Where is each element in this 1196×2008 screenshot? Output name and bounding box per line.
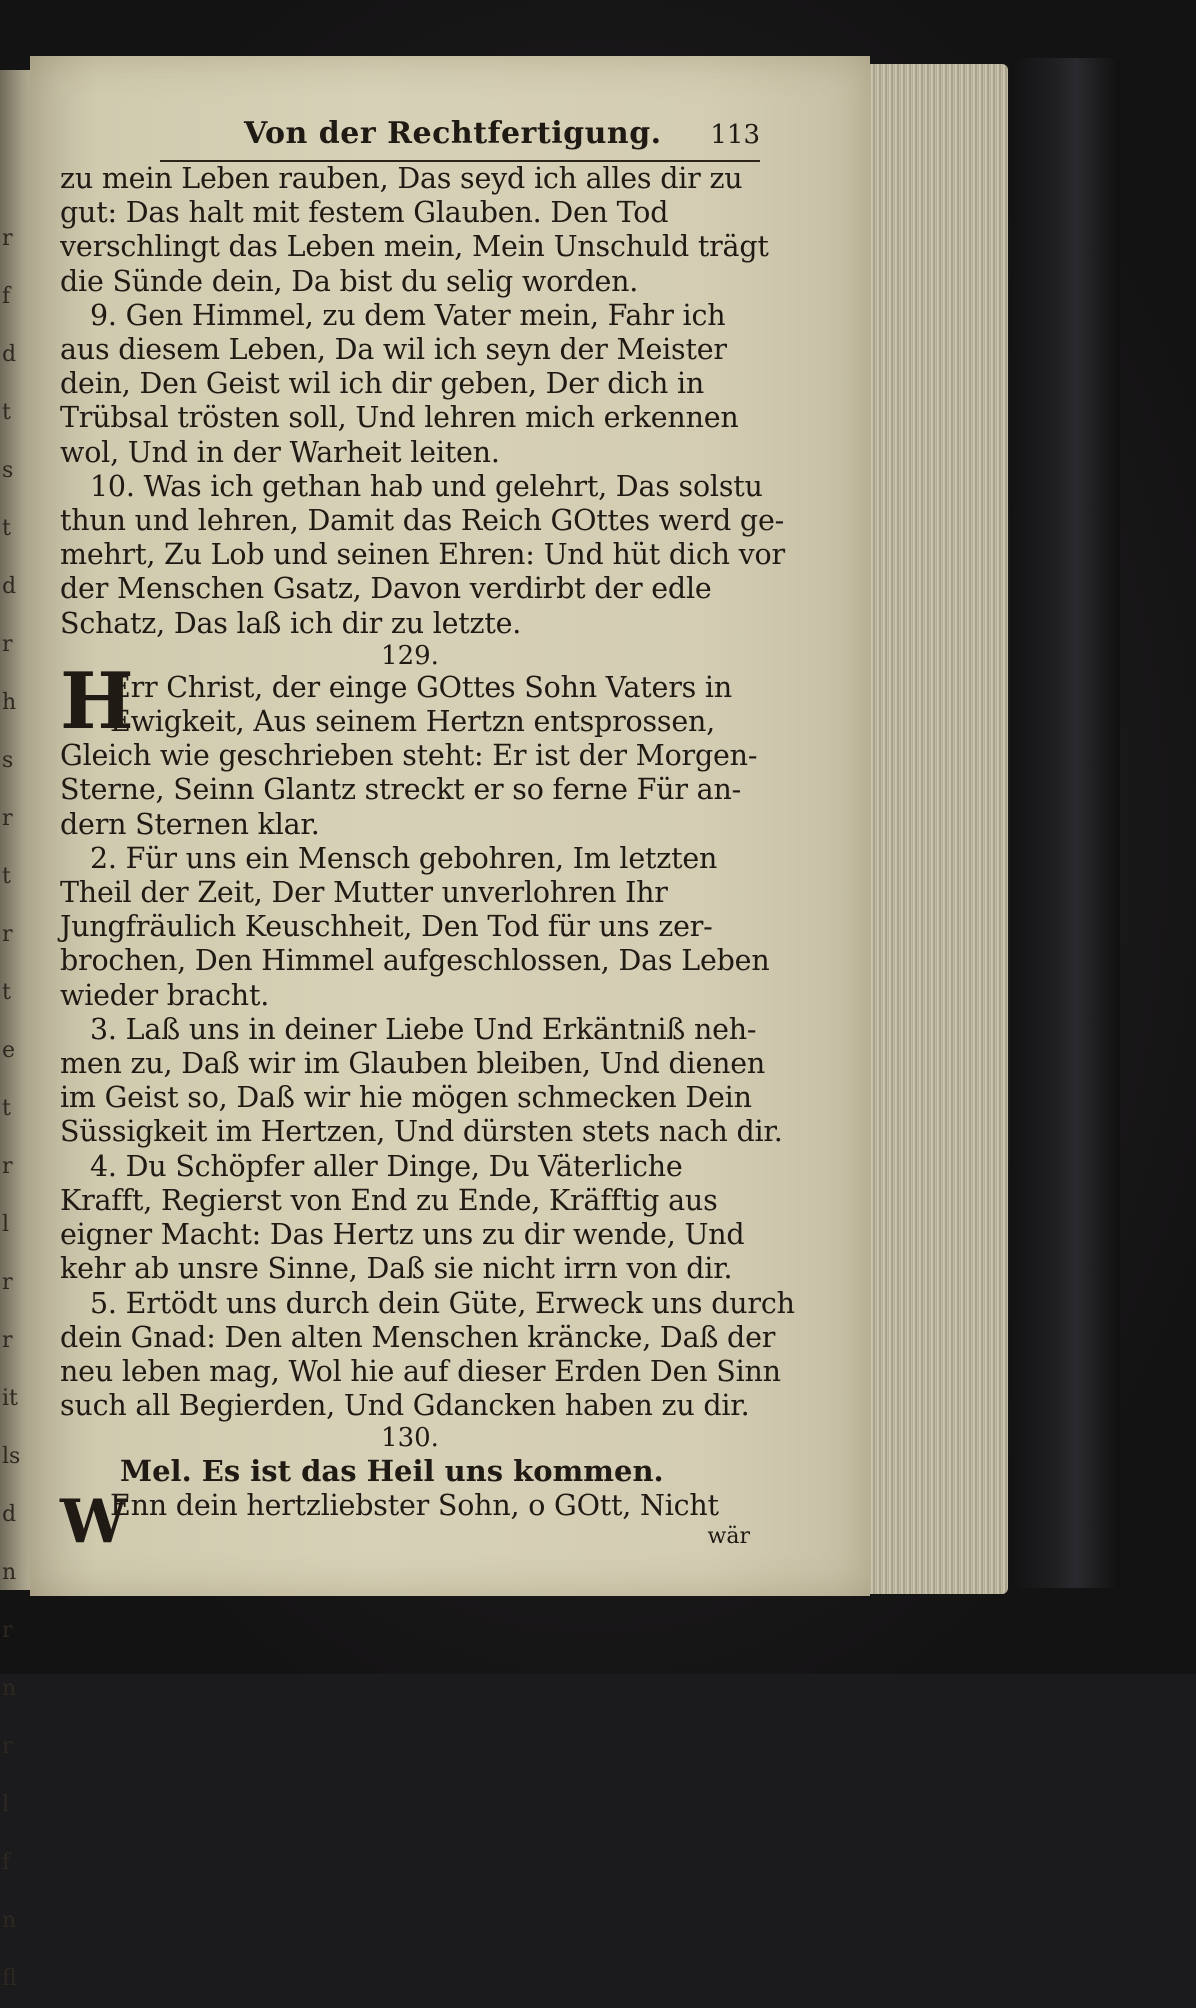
- previous-page-fragment: d: [2, 1502, 17, 1527]
- previous-page-fragment: d: [2, 342, 17, 367]
- text-line: gut: Das halt mit festem Glauben. Den Tod: [60, 196, 669, 230]
- previous-page-fragment: h: [2, 690, 17, 715]
- previous-page-fragment: it: [2, 1386, 18, 1411]
- verse-3: [60, 1012, 783, 1150]
- text-line: brochen, Den Himmel aufgeschlossen, Das Leben: [60, 944, 770, 978]
- catchword: wär: [707, 1523, 750, 1549]
- text-line: 5. Ertödt uns durch dein Güte, Erweck uns durch: [90, 1286, 795, 1320]
- text-line: Schatz, Das laß ich dir zu letzte.: [60, 606, 522, 640]
- text-line: im Geist so, Daß wir hie mögen schmecken Dein: [60, 1081, 752, 1115]
- text-line: Enn dein hertzliebster Sohn, o GOtt, Nicht: [110, 1489, 719, 1523]
- text-line: dein, Den Geist wil ich dir geben, Der dich in: [60, 367, 705, 401]
- page-number: 113: [710, 120, 760, 150]
- text-line: dein Gnad: Den alten Menschen kräncke, Daß der: [60, 1320, 776, 1354]
- previous-page-fragment: r: [2, 226, 13, 251]
- previous-page-fragment: fl: [2, 1966, 17, 1991]
- text-line: thun und lehren, Damit das Reich GOttes werd ge-: [60, 504, 785, 538]
- previous-page-fragment: d: [2, 574, 17, 599]
- text-line: 9. Gen Himmel, zu dem Vater mein, Fahr ich: [90, 298, 726, 332]
- previous-page-fragment: r: [2, 1734, 13, 1759]
- previous-page-fragment: t: [2, 1096, 11, 1121]
- verse-10: [60, 469, 785, 641]
- text-line: die Sünde dein, Da bist du selig worden.: [60, 264, 639, 298]
- text-line: verschlingt das Leben mein, Mein Unschuld trägt: [60, 230, 769, 264]
- previous-page-fragment: e: [2, 1038, 16, 1063]
- text-line: such all Begierden, Und Gdancken haben zu dir.: [60, 1389, 750, 1423]
- verse-2: [60, 841, 770, 1013]
- text-line: Err Christ, der einge GOttes Sohn Vaters in: [110, 670, 733, 704]
- hymn-number: 130.: [381, 1423, 439, 1454]
- page-block-edges: [858, 64, 1008, 1594]
- previous-page-fragment: f: [2, 284, 11, 309]
- previous-page-fragment: r: [2, 806, 13, 831]
- text-line: dern Sternen klar.: [60, 807, 320, 841]
- text-line: men zu, Daß wir im Glauben bleiben, Und dienen: [60, 1047, 766, 1081]
- previous-page-fragment: r: [2, 1328, 13, 1353]
- text-line: Süssigkeit im Hertzen, Und dürsten stets nach dir.: [60, 1115, 783, 1149]
- previous-page-fragment: l: [2, 1792, 10, 1817]
- text-line: wieder bracht.: [60, 978, 270, 1012]
- previous-page-fragment: s: [2, 458, 14, 483]
- text-line: zu mein Leben rauben, Das seyd ich alles dir zu: [60, 162, 743, 195]
- previous-page-fragment: r: [2, 1154, 13, 1179]
- previous-page-fragment: r: [2, 632, 13, 657]
- previous-page-fragment: r: [2, 1270, 13, 1295]
- text-line: kehr ab unsre Sinne, Daß sie nicht irrn von dir.: [60, 1252, 733, 1286]
- text-line: Jungfräulich Keuschheit, Den Tod für uns zer-: [60, 910, 713, 944]
- text-line: wol, Und in der Warheit leiten.: [60, 435, 500, 469]
- verse-9: [60, 299, 760, 470]
- previous-page-fragment: r: [2, 1618, 13, 1643]
- previous-page-fragment: t: [2, 516, 11, 541]
- verse-4: [60, 1150, 760, 1287]
- running-header: [160, 112, 760, 162]
- text-line: Sterne, Seinn Glantz streckt er so ferne Für an-: [60, 773, 742, 807]
- drop-cap: W: [60, 1487, 128, 1558]
- text-line: 4. Du Schöpfer aller Dinge, Du Väterliche: [90, 1149, 683, 1183]
- previous-page-fragment: t: [2, 980, 11, 1005]
- book-cover: [1010, 58, 1120, 1588]
- previous-page-fragment: s: [2, 748, 14, 773]
- text-line: Theil der Zeit, Der Mutter unverlohren Ihr: [60, 876, 668, 910]
- previous-page-fragment: t: [2, 864, 11, 889]
- text-line: der Menschen Gsatz, Davon verdirbt der edle: [60, 572, 712, 606]
- text-line: Krafft, Regierst von End zu Ende, Kräfftig aus: [60, 1183, 718, 1217]
- header-title: Von der Rechtfertigung.: [244, 116, 662, 151]
- page-text: [60, 112, 795, 1558]
- previous-page-fragment: l: [2, 1212, 10, 1237]
- previous-page-letters: [2, 210, 32, 1991]
- text-line: eigner Macht: Das Hertz uns zu dir wende, Und: [60, 1218, 745, 1252]
- text-line: neu leben mag, Wol hie auf dieser Erden Den Sinn: [60, 1354, 781, 1388]
- previous-page-fragment: n: [2, 1560, 17, 1585]
- drop-cap: H: [60, 655, 134, 747]
- text-line: 2. Für uns ein Mensch gebohren, Im letzten: [90, 841, 718, 875]
- previous-page-fragment: n: [2, 1908, 17, 1933]
- previous-page-fragment: r: [2, 922, 13, 947]
- previous-page-fragment: f: [2, 1850, 11, 1875]
- text-line: aus diesem Leben, Da wil ich seyn der Meister: [60, 333, 727, 367]
- text-line: 10. Was ich gethan hab und gelehrt, Das solstu: [90, 469, 763, 503]
- previous-page-fragment: ls: [2, 1444, 21, 1469]
- melody-line: Mel. Es ist das Heil uns kommen.: [120, 1454, 664, 1489]
- hymn-continuation: [60, 162, 769, 299]
- text-line: 3. Laß uns in deiner Liebe Und Erkäntniß neh-: [90, 1012, 757, 1046]
- verse-5: [60, 1286, 795, 1424]
- previous-page-fragment: n: [2, 1676, 17, 1701]
- text-line: Gleich wie geschrieben steht: Er ist der Morgen-: [60, 739, 758, 773]
- text-line: mehrt, Zu Lob und seinen Ehren: Und hüt dich vor: [60, 538, 785, 572]
- text-line: Trübsal trösten soll, Und lehren mich erkennen: [60, 401, 739, 435]
- text-line: Ewigkeit, Aus seinem Hertzn entsprossen,: [110, 705, 716, 739]
- previous-page-fragment: t: [2, 400, 11, 425]
- hymn-number: 129.: [381, 640, 439, 671]
